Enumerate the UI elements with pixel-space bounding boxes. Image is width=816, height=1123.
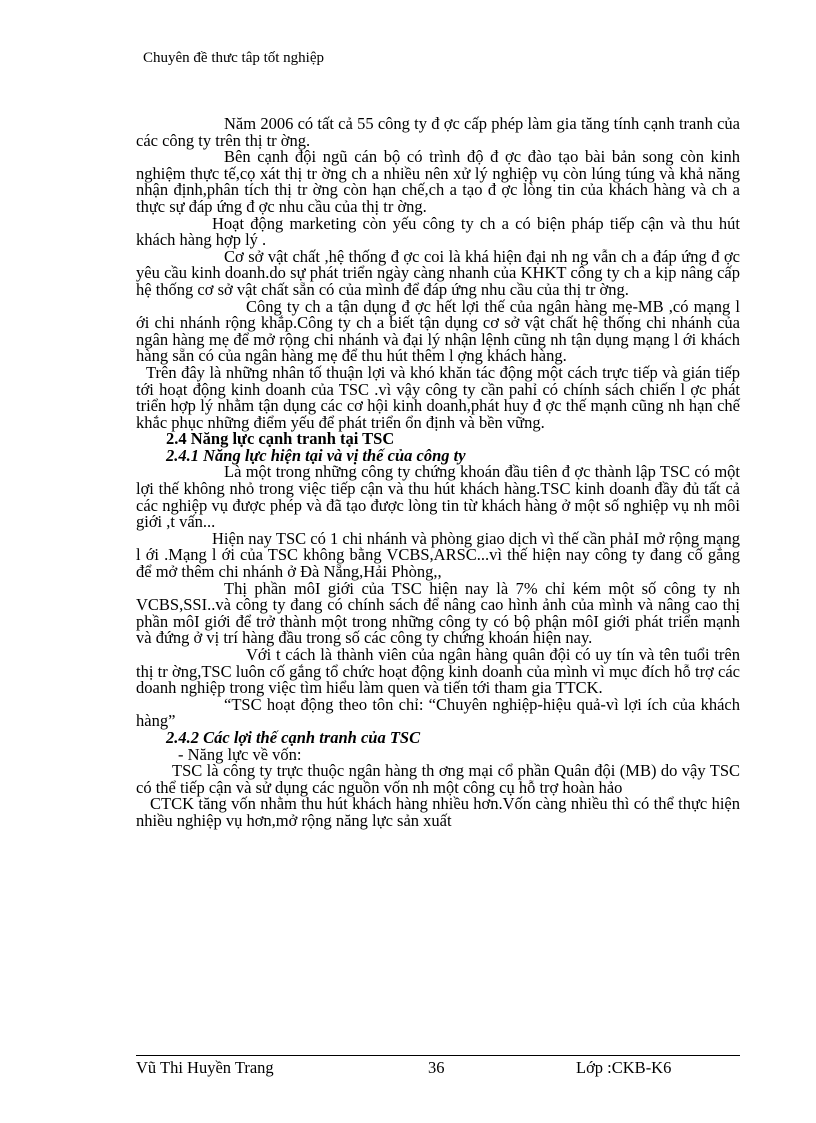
footer-author: Vũ Thi Huyền Trang <box>136 1058 274 1077</box>
paragraph: “TSC hoạt động theo tôn chỉ: “Chuyên nghiệp-hiệu quả-vì lợi ích của khách hàng” <box>136 694 740 731</box>
paragraph: Công ty ch a tận dụng đ ợc hết lợi thế của ngân hàng mẹ-MB ,có mạng l ới chi nhánh rộng khắp.Công ty ch a biết tận dụng cơ sở vật chất hệ thống chi nhánh của ngân hàng mẹ để mở rộng chi nhánh và đại lý nhận lệnh cũng nh tận dụng mạng l ới khách hàng sẵn có của ngân hàng mẹ để thu hút thêm l ợng khách hàng. <box>136 296 740 366</box>
footer-divider <box>136 1055 740 1056</box>
footer-class: Lớp :CKB-K6 <box>576 1058 672 1077</box>
paragraph: TSC là công ty trực thuộc ngân hàng th ơng mại cổ phần Quân đội (MB) do vậy TSC có thể tiếp cận và sử dụng các nguồn vốn nh một công cụ hỗ trợ hoàn hảo <box>136 761 740 797</box>
paragraph: Là một trong những công ty chứng khoán đầu tiên đ ợc thành lập TSC có một lợi thế không nhỏ trong việc tiếp cận và thu hút khách hàng.TSC kinh doanh đầy đủ tất cả các nghiệp vụ được phép và đã tạo được lòng tin từ khách hàng ở một số nghiệp vụ nh môi giới ,t vấn... <box>136 462 740 532</box>
list-item: - Năng lực về vốn: <box>178 744 302 764</box>
paragraph: Hoạt động marketing còn yếu công ty ch a có biện pháp tiếp cận và thu hút khách hàng hợp lý . <box>136 213 740 250</box>
paragraph: Với t cách là thành viên của ngân hàng quân đội có uy tín và tên tuổi trên thị tr ờng,TSC luôn cố gắng tổ chức hoạt động kinh doanh của mình vì mục đích hỗ trợ các doanh nghiệp trong việc tìm hiểu làm quen và tiến tới tham gia TTCK. <box>136 645 740 698</box>
document-body <box>136 116 740 830</box>
page-number: 36 <box>428 1058 445 1077</box>
paragraph: Bên cạnh đội ngũ cán bộ có trình độ đ ợc đào tạo bài bản song còn kinh nghiệm thực tế,cọ xát thị tr ờng ch a nhiều nên xử lý nghiệp vụ còn lúng túng và khả năng nhận định,phân tích thị tr ờng còn hạn chế,ch a tạo đ ợc lòng tin của khách hàng và ch a thực sự đáp ứng đ ợc nhu cầu của thị tr ờng. <box>136 147 740 216</box>
paragraph: Hiện nay TSC có 1 chi nhánh và phòng giao dịch vì thế cần phảI mở rộng mạng l ới .Mạng l ới của TSC không bằng VCBS,ARSC...vì thế hiện nay công ty đang cố gắng để mở thêm chi nhánh ở Đà Nẵng,Hải Phòng,, <box>136 528 740 582</box>
subsection-heading: 2.4.2 Các lợi thế cạnh tranh của TSC <box>166 727 421 747</box>
subsection-heading: 2.4.1 Năng lực hiện tại và vị thế của công ty <box>166 445 466 465</box>
paragraph: Năm 2006 có tất cả 55 công ty đ ợc cấp phép làm gia tăng tính cạnh tranh của các công ty trên thị tr ờng. <box>136 114 740 150</box>
section-heading: 2.4 Năng lực cạnh tranh tại TSC <box>166 429 395 449</box>
paragraph: Trên đây là những nhân tố thuận lợi và khó khăn tác động một cách trực tiếp và gián tiếp tới hoạt động kinh doanh của TSC .vì vậy công ty cần pahỉ có chính sách chiến l ợc phát triển hợp lý nhằm tận dụng các cơ hội kinh doanh,phát huy đ ợc thế mạnh cũng nh hạn chế khắc phục những điểm yếu để phát triển ổn định và bền vững. <box>136 362 740 432</box>
page-header: Chuyên đề thưc tâp tốt nghiệp <box>143 50 325 66</box>
paragraph: Cơ sở vật chất ,hệ thống đ ợc coi là khá hiện đại nh ng vẫn ch a đáp ứng đ ợc yêu cầu kinh doanh.do sự phát triển ngày càng nhanh của KHKT công ty ch a kịp nâng cấp hệ thống cơ sở vật chất sẵn có của mình để đáp ứng nhu cầu của thị tr ờng. <box>136 246 740 299</box>
paragraph: Thị phần môI giới của TSC hiện nay là 7% chỉ kém một số công ty nh VCBS,SSI..và công ty đang có chính sách để nâng cao hình ảnh của mình và nâng cao thị phần môI giới để trở thành một trong những công ty có bộ phận môI giới phát triển mạnh và đứng ở vị trí hàng đầu trong số các công ty chứng khoán hiện nay. <box>136 578 740 648</box>
paragraph: CTCK tăng vốn nhằm thu hút khách hàng nhiều hơn.Vốn càng nhiều thì có thể thực hiện nhiều nghiệp vụ hơn,mở rộng năng lực sản xuất <box>136 794 740 830</box>
